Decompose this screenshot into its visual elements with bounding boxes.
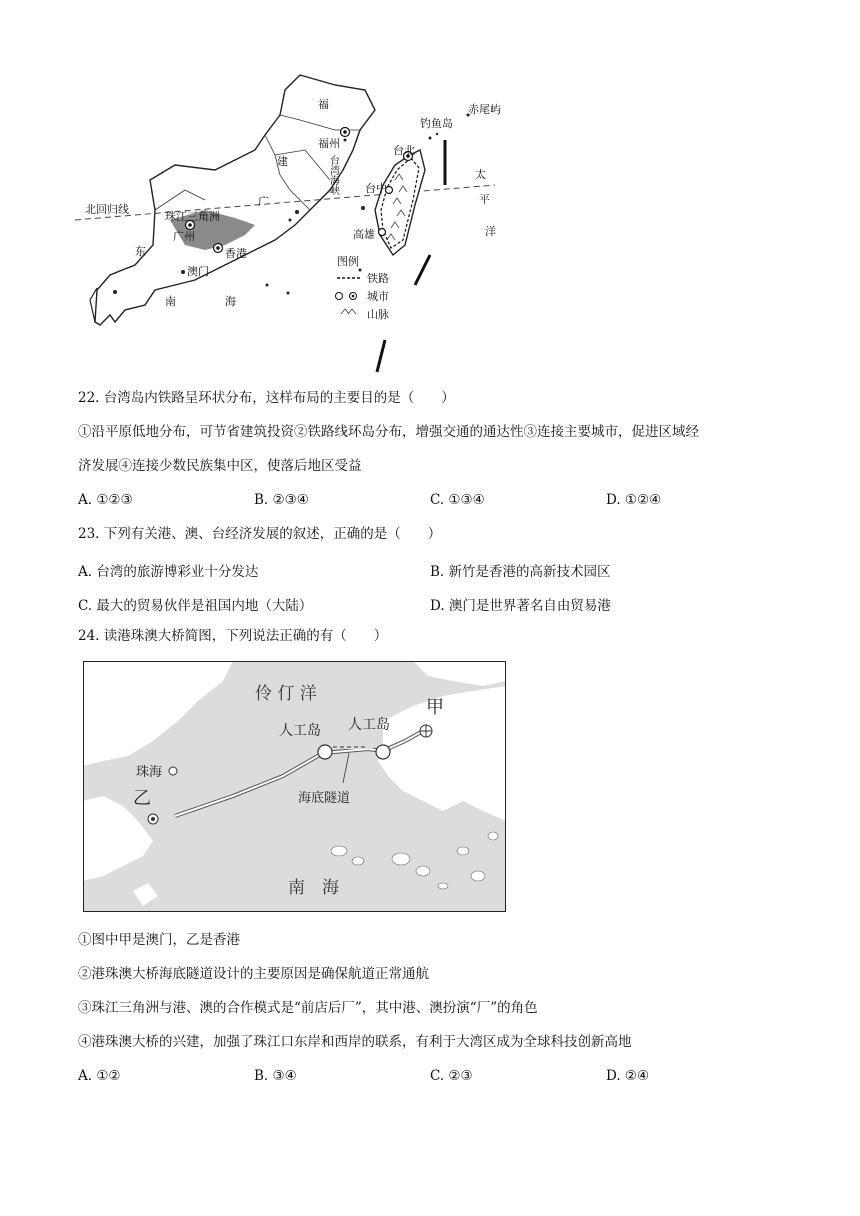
label-chiwei: 赤尾屿: [468, 103, 501, 116]
q22-line2: 济发展④连接少数民族集中区，使落后地区受益: [78, 458, 362, 474]
q23-option-b[interactable]: B. 新竹是香港的高新技术园区: [430, 564, 611, 580]
label-strait: 台湾海峡: [327, 155, 339, 195]
label-legend-city: 城市: [367, 290, 389, 303]
q24-option-c[interactable]: C. ②③: [430, 1068, 473, 1084]
southeast-china-map: [75, 60, 515, 380]
label-lingdingyang: 伶 仃 洋: [255, 684, 317, 704]
label-taibei: 台北: [393, 144, 415, 157]
label-hai: 海: [225, 295, 236, 308]
label-legend-rail: 铁路: [367, 272, 389, 285]
q23-option-a[interactable]: A. 台湾的旅游博彩业十分发达: [78, 564, 259, 580]
label-legend-title: 图例: [337, 255, 359, 268]
q22-stem: 22. 台湾岛内铁路呈环状分布，这样布局的主要目的是（ ）: [78, 390, 455, 406]
label-prd: 珠江三角洲: [165, 210, 220, 223]
q23-stem: 23. 下列有关港、澳、台经济发展的叙述，正确的是（ ）: [78, 526, 442, 542]
label-guangzhou: 广州: [173, 230, 195, 243]
q24-option-d[interactable]: D. ②④: [606, 1068, 650, 1084]
label-jian: 建: [277, 155, 288, 168]
label-legend-mountain: 山脉: [367, 308, 389, 321]
q24-stem: 24. 读港珠澳大桥简图，下列说法正确的有（ ）: [78, 628, 388, 644]
q24-option-b[interactable]: B. ③④: [254, 1068, 297, 1084]
hzmb-map: [83, 661, 506, 912]
label-hongkong: 香港: [225, 247, 247, 260]
label-fuzhou: 福州: [318, 137, 340, 150]
label-dong: 东: [135, 245, 146, 258]
label-ping: 平: [479, 193, 490, 206]
label-island2: 人工岛: [348, 717, 390, 733]
q24-statement-1: ①图中甲是澳门，乙是香港: [78, 932, 240, 948]
label-diaoyu: 钓鱼岛: [420, 117, 453, 130]
label-island1: 人工岛: [279, 723, 321, 739]
q22-option-b[interactable]: B. ②③④: [254, 492, 309, 508]
q23-option-d[interactable]: D. 澳门是世界著名自由贸易港: [430, 598, 611, 614]
label-guang: 广: [258, 195, 269, 208]
label-fu: 福: [318, 98, 329, 111]
q22-line1: ①沿平原低地分布，可节省建筑投资②铁路线环岛分布，增强交通的通达性③连接主要城市，促进区域经: [78, 424, 699, 440]
label-yang: 洋: [485, 225, 496, 238]
q22-option-d[interactable]: D. ①②④: [606, 492, 662, 508]
label-zhuhai: 珠海: [136, 765, 163, 780]
label-sea: 南 海: [288, 878, 339, 898]
q24-statement-3: ③珠江三角洲与港、澳的合作模式是“前店后厂”，其中港、澳扮演“厂”的角色: [78, 1000, 538, 1016]
label-tai: 太: [475, 168, 486, 181]
q22-option-c[interactable]: C. ①③④: [430, 492, 485, 508]
q24-option-a[interactable]: A. ①②: [78, 1068, 121, 1084]
q24-statement-2: ②港珠澳大桥海底隧道设计的主要原因是确保航道正常通航: [78, 966, 429, 982]
q22-option-a[interactable]: A. ①②③: [78, 492, 133, 508]
label-nan: 南: [165, 295, 176, 308]
label-yi: 乙: [133, 788, 151, 809]
q24-statement-4: ④港珠澳大桥的兴建，加强了珠江口东岸和西岸的联系，有利于大湾区成为全球科技创新高地: [78, 1034, 632, 1050]
label-tunnel: 海底隧道: [298, 791, 351, 806]
label-macau: 澳门: [187, 265, 209, 278]
q23-option-c[interactable]: C. 最大的贸易伙伴是祖国内地（大陆）: [78, 598, 313, 614]
label-tropic: 北回归线: [85, 203, 129, 216]
label-jia: 甲: [426, 697, 444, 718]
label-taizhong: 台中: [365, 182, 387, 195]
label-gaoxiong: 高雄: [353, 228, 375, 241]
